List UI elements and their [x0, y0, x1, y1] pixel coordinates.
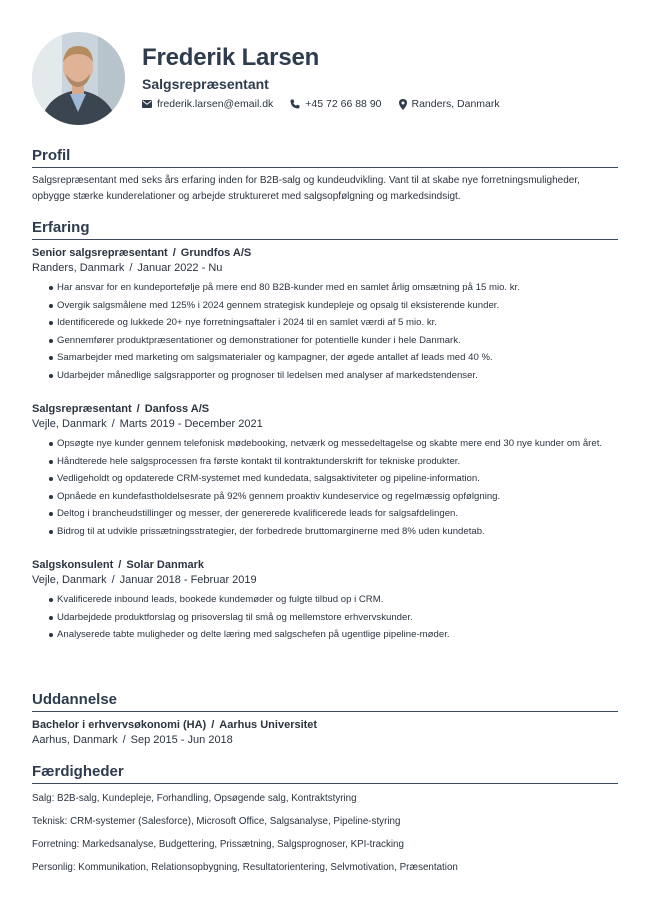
education-meta — [32, 733, 618, 748]
location-text: Randers, Danmark — [411, 98, 500, 110]
mail-icon — [142, 100, 152, 108]
separator: / — [136, 402, 140, 415]
list-item: Gennemfører produktpræsentationer og demonstrationer for potentielle kunder i hele Danmark. — [32, 333, 618, 348]
job-dates: Januar 2022 - Nu — [137, 262, 223, 274]
experience-section — [32, 219, 618, 645]
location-pin-icon — [399, 99, 407, 110]
job-dates: Marts 2019 - December 2021 — [119, 417, 263, 430]
phone-text: +45 72 66 88 90 — [305, 98, 382, 110]
job-heading — [32, 246, 618, 261]
job-company: Danfoss A/S — [144, 402, 210, 415]
profile-text: Salgsrepræsentant med seks års erfaring inden for B2B-salg og kundeudvikling. Vant til at skabe nye forretningsmuligheder, opbygge stærke kunderelationer og arbejde struktureret med salgsopfølgning og markedsindsigt. — [32, 175, 580, 202]
contact-phone[interactable] — [290, 98, 381, 110]
list-item: Overgik salgsmålene med 125% i 2024 gennem strategisk kundepleje og opsalg til eksisterende kunder. — [32, 298, 618, 313]
job-location: Vejle, Danmark — [32, 417, 107, 430]
list-item: Håndterede hele salgsprocessen fra første kontakt til kontraktunderskrift for tekniske produkter. — [32, 454, 618, 469]
degree-heading — [32, 718, 618, 733]
list-item: Opnåede en kundefastholdelsesrate på 92% gennem proaktiv kundeservice og regelmæssig opfølgning. — [32, 489, 618, 504]
job-company: Solar Danmark — [126, 558, 205, 571]
job-dates: Januar 2018 - Februar 2019 — [119, 573, 257, 586]
list-item: Udarbejder månedlige salgsrapporter og prognoser til ledelsen med analyser af markedstendenser. — [32, 368, 618, 383]
avatar — [32, 32, 125, 125]
email-text: frederik.larsen@email.dk — [157, 98, 274, 110]
skill-line: Personlig: Kommunikation, Relationsopbygning, Resultatorientering, Selvmotivation, Præsentation — [32, 862, 458, 873]
job-entry — [32, 558, 618, 642]
job-heading — [32, 558, 618, 573]
job-entry — [32, 246, 618, 383]
separator: / — [111, 417, 115, 430]
list-item: Kvalificerede inbound leads, bookede kundemøder og fulgte tilbud op i CRM. — [32, 592, 618, 607]
skill-line: Salg: B2B-salg, Kundepleje, Forhandling, Opsøgende salg, Kontraktstyring — [32, 793, 357, 804]
list-item: Vedligeholdt og opdaterede CRM-systemet med kundedata, salgsaktiviteter og pipeline-information. — [32, 471, 618, 486]
section-heading: Profil — [32, 147, 618, 168]
contact-location — [399, 98, 500, 110]
list-item: Identificerede og lukkede 20+ nye forretningsaftaler i 2024 til en samlet værdi af 5 mio. kr. — [32, 315, 618, 330]
profile-section — [32, 147, 618, 205]
job-meta — [32, 417, 618, 432]
section-heading: Erfaring — [32, 219, 618, 240]
job-location: Vejle, Danmark — [32, 573, 107, 586]
list-item: Opsøgte nye kunder gennem telefonisk mødebooking, netværk og messedeltagelse og skabte mere end 30 nye kunder om året. — [32, 436, 618, 451]
section-heading: Færdigheder — [32, 763, 618, 784]
education-location: Aarhus, Danmark — [32, 734, 118, 746]
list-item: Samarbejder med marketing om salgsmaterialer og kampagner, der øgede antallet af leads med 40 %. — [32, 350, 618, 365]
job-bullets — [32, 280, 618, 383]
degree: Bachelor i erhvervsøkonomi (HA) — [32, 719, 207, 731]
resume-header — [32, 32, 622, 128]
job-bullets — [32, 592, 618, 642]
separator: / — [211, 719, 215, 731]
full-name: Frederik Larsen — [142, 44, 320, 71]
education-section — [32, 691, 618, 748]
list-item: Bidrog til at udvikle prissætningsstrategier, der forbedrede bruttomarginerne med 8% uden kundetab. — [32, 524, 618, 539]
school: Aarhus Universitet — [219, 719, 318, 731]
education-dates: Sep 2015 - Jun 2018 — [130, 734, 233, 746]
contact-email[interactable] — [142, 98, 273, 110]
job-role: Salgsrepræsentant — [32, 402, 132, 415]
list-item: Deltog i brancheudstillinger og messer, der genererede kvalificerede leads for salgsafdelingen. — [32, 506, 618, 521]
separator: / — [122, 734, 126, 746]
separator: / — [172, 247, 176, 259]
job-heading — [32, 402, 618, 417]
job-location: Randers, Danmark — [32, 262, 125, 274]
section-heading: Uddannelse — [32, 691, 618, 712]
skills-section — [32, 763, 618, 875]
skill-line: Teknisk: CRM-systemer (Salesforce), Microsoft Office, Salgsanalyse, Pipeline-styring — [32, 816, 401, 827]
list-item: Analyserede tabte muligheder og delte læring med salgschefen på ugentlige pipeline-møder. — [32, 627, 618, 642]
job-role: Senior salgsrepræsentant — [32, 247, 168, 259]
skill-line: Forretning: Markedsanalyse, Budgettering, Prissætning, Salgsprognoser, KPI-tracking — [32, 839, 404, 850]
job-bullets — [32, 436, 618, 539]
list-item: Udarbejdede produktforslag og prisoverslag til små og mellemstore erhvervskunder. — [32, 610, 618, 625]
list-item: Har ansvar for en kundeportefølje på mere end 80 B2B-kunder med en samlet årlig omsætning på 15 mio. kr. — [32, 280, 618, 295]
job-meta — [32, 573, 618, 588]
job-title: Salgsrepræsentant — [142, 76, 269, 92]
separator: / — [118, 558, 122, 571]
education-entry — [32, 718, 618, 748]
job-company: Grundfos A/S — [180, 247, 252, 259]
job-entry — [32, 402, 618, 539]
separator: / — [129, 262, 133, 274]
phone-icon — [290, 99, 300, 109]
contact-row — [142, 98, 517, 110]
job-role: Salgskonsulent — [32, 558, 114, 571]
separator: / — [111, 573, 115, 586]
job-meta — [32, 261, 618, 276]
